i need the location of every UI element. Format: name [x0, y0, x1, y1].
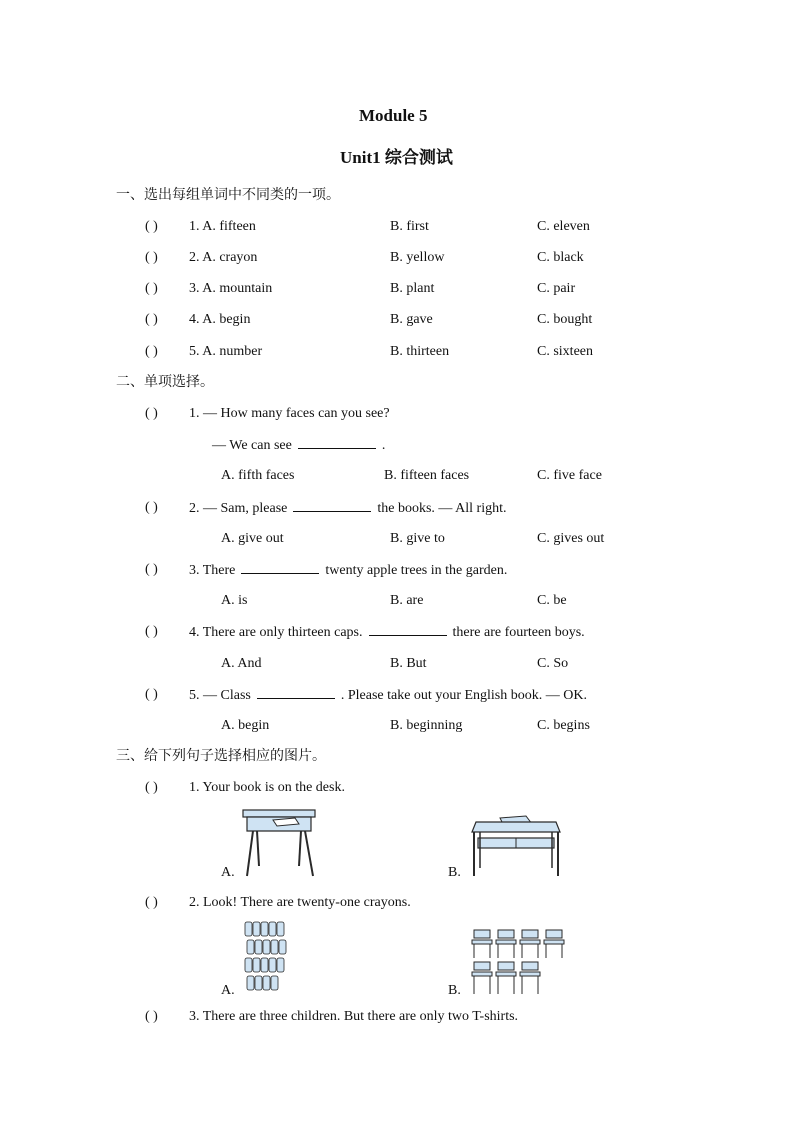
option-c: C. black [537, 250, 584, 265]
question-text: 2. A. crayon [189, 250, 258, 265]
chair-icon [472, 962, 492, 994]
question-text [189, 499, 507, 518]
question-text [189, 686, 587, 705]
question-text-part: 5. — Class [189, 688, 251, 703]
question-text: 1. Your book is on the desk. [189, 780, 345, 795]
continuation-text: — We can see [212, 438, 292, 453]
crayon-row [245, 958, 284, 972]
option-b: B. But [390, 656, 427, 671]
option-c: C. five face [537, 468, 602, 483]
desk-top [243, 810, 315, 817]
question-text [189, 561, 507, 580]
question-text-part: 4. There are only thirteen caps. [189, 625, 363, 640]
unit-title: Unit1 综合测试 [340, 148, 453, 167]
desk-leg [257, 831, 259, 866]
option-b: B. fifteen faces [384, 468, 470, 483]
question-text-part: . Please take out your English book. — OK. [340, 688, 587, 703]
answer-paren[interactable]: ( ) [145, 344, 158, 359]
option-b: B. yellow [390, 250, 445, 265]
desk-top [472, 822, 560, 832]
answer-paren[interactable]: ( ) [145, 219, 158, 234]
option-c: C. eleven [537, 219, 590, 234]
option-b: B. thirteen [390, 344, 450, 359]
option-c: C. So [537, 656, 569, 671]
question-text-part: 3. There [189, 563, 236, 578]
option-a: A. begin [221, 718, 270, 733]
question-text: 3. There are three children. But there are only two T-shirts. [189, 1009, 519, 1024]
answer-paren[interactable]: ( ) [145, 780, 158, 795]
question-continuation [212, 436, 385, 455]
option-c: C. gives out [537, 531, 605, 546]
answer-blank[interactable] [293, 499, 371, 512]
chair-icon [520, 930, 540, 958]
answer-paren[interactable]: ( ) [145, 250, 158, 265]
desk-leg [299, 831, 301, 866]
crayons-image[interactable] [243, 920, 291, 996]
question-text: 2. Look! There are twenty-one crayons. [189, 895, 411, 910]
section2-heading: 二、单项选择。 [116, 374, 214, 390]
answer-paren[interactable]: ( ) [145, 895, 158, 910]
option-c: C. be [537, 593, 567, 608]
option-a: A. And [221, 656, 262, 671]
picture-option-a-label: A. [221, 865, 235, 880]
question-text: 3. A. mountain [189, 281, 273, 296]
option-a: A. give out [221, 531, 284, 546]
question-text-part: the books. — All right. [377, 501, 507, 516]
picture-option-b-label: B. [448, 983, 461, 998]
desk-book-image-a[interactable] [237, 806, 321, 880]
crayon-row [245, 922, 284, 936]
question-text: 1. A. fifteen [189, 219, 256, 234]
chair-icon [544, 930, 564, 958]
question-text-part: 2. — Sam, please [189, 501, 288, 516]
option-b: B. give to [390, 531, 445, 546]
option-c: C. pair [537, 281, 576, 296]
chair-icon [496, 930, 516, 958]
answer-paren[interactable]: ( ) [145, 500, 158, 515]
option-b: B. first [390, 219, 429, 234]
option-a: A. fifth faces [221, 468, 295, 483]
answer-paren[interactable]: ( ) [145, 312, 158, 327]
desk-leg [247, 831, 253, 876]
answer-paren[interactable]: ( ) [145, 624, 158, 639]
answer-paren[interactable]: ( ) [145, 281, 158, 296]
answer-paren[interactable]: ( ) [145, 406, 158, 421]
section1-heading: 一、选出每组单词中不同类的一项。 [116, 187, 340, 203]
option-b: B. are [390, 593, 424, 608]
desk-book-image-b[interactable] [468, 812, 564, 878]
question-text-part: twenty apple trees in the garden. [325, 563, 508, 578]
question-text [189, 623, 585, 642]
continuation-end: . [381, 438, 386, 453]
chair-icon [520, 962, 540, 994]
option-c: C. bought [537, 312, 593, 327]
option-c: C. begins [537, 718, 590, 733]
answer-blank[interactable] [369, 623, 447, 636]
chair-icon [472, 930, 492, 958]
answer-blank[interactable] [241, 561, 319, 574]
picture-option-b-label: B. [448, 865, 461, 880]
crayon-row [247, 940, 286, 954]
option-b: B. gave [390, 312, 433, 327]
question-text: 4. A. begin [189, 312, 251, 327]
question-text-part: there are fourteen boys. [452, 625, 585, 640]
desk-leg [305, 831, 313, 876]
option-a: A. is [221, 593, 248, 608]
answer-blank[interactable] [257, 686, 335, 699]
question-text: 5. A. number [189, 344, 263, 359]
option-c: C. sixteen [537, 344, 593, 359]
answer-blank[interactable] [298, 436, 376, 449]
crayon-row [247, 976, 278, 990]
chair-icon [496, 962, 516, 994]
answer-paren[interactable]: ( ) [145, 1009, 158, 1024]
section3-heading: 三、给下列句子选择相应的图片。 [116, 748, 326, 764]
option-b: B. plant [390, 281, 435, 296]
question-text: 1. — How many faces can you see? [189, 406, 390, 421]
picture-option-a-label: A. [221, 983, 235, 998]
answer-paren[interactable]: ( ) [145, 562, 158, 577]
answer-paren[interactable]: ( ) [145, 687, 158, 702]
book-icon [273, 818, 299, 826]
module-title: Module 5 [359, 106, 428, 125]
chairs-image[interactable] [470, 928, 566, 998]
option-b: B. beginning [390, 718, 463, 733]
